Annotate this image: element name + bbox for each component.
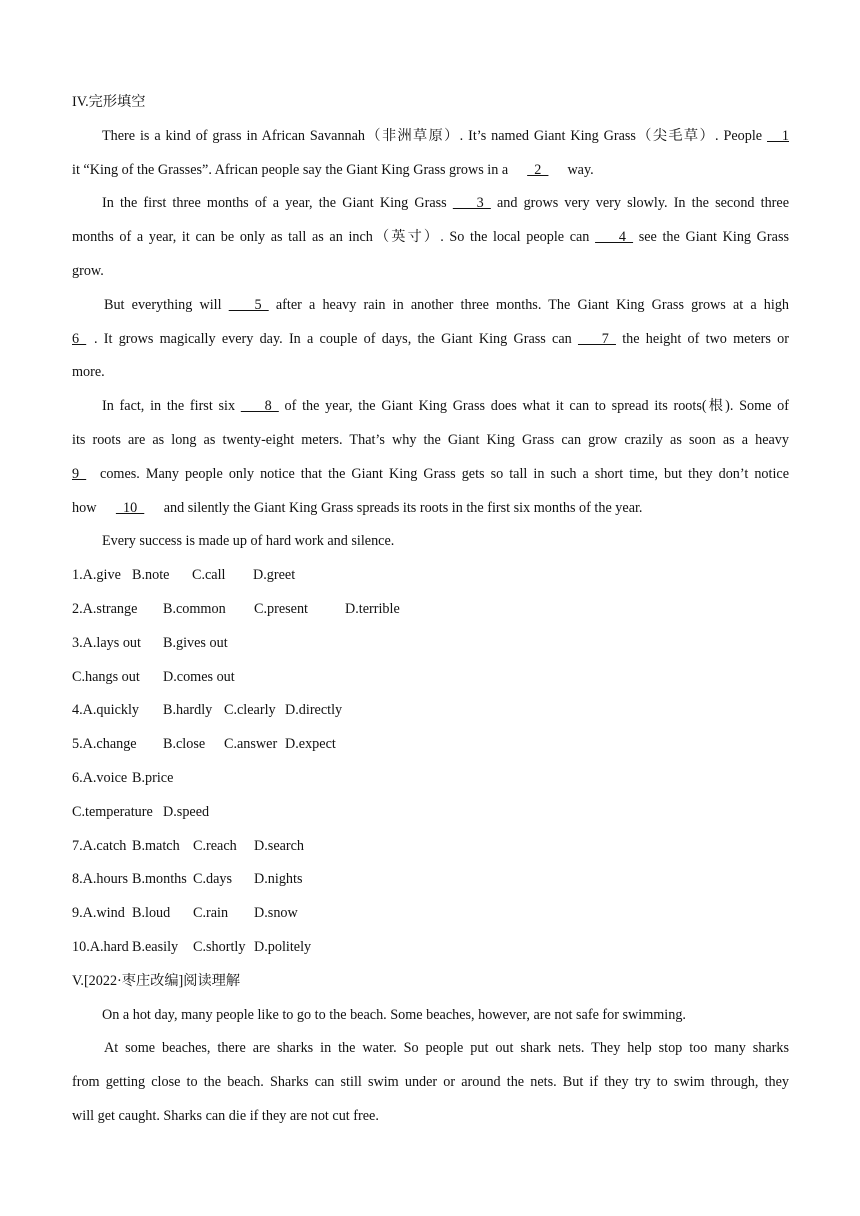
reading-paragraph-2-line-3: will get caught. Sharks can die if they are not cut free. (72, 1107, 379, 1124)
blank-10: 10 (115, 499, 145, 516)
options-q2: 2.A.strange B.common C.present D.terrible (72, 600, 400, 617)
options-q5: 5.A.change B.close C.answer D.expect (72, 736, 336, 753)
options-q4: 4.A.quickly B.hardly C.clearly D.directly (72, 702, 343, 719)
options-q6-line-1: 6.A.voice B.price (72, 769, 174, 786)
reading-paragraph-2-line-1: At some beaches, there are sharks in the water. So people put out shark nets. They help stop too many sharks (104, 1040, 789, 1057)
blank-8: 8 (240, 398, 279, 415)
blank-4: 4 (595, 229, 634, 246)
cloze-paragraph-4-line-2: its roots are as long as twenty-eight meters. That’s why the Giant King Grass can grow crazily as soon as a heavy (72, 431, 789, 448)
cloze-paragraph-2-line-1: In the first three months of a year, the Giant King Grass 3 and grows very very slowly. In the second three (72, 187, 789, 221)
options-q3-line-2: C.hangs out D.comes out (72, 668, 235, 685)
blank-3: 3 (452, 195, 491, 212)
section-heading-cloze: IV.完形填空 (72, 94, 146, 110)
options-q1: 1.A.give B.note C.call D.greet (72, 567, 296, 584)
cloze-paragraph-3-line-1: But everything will 5 after a heavy rain in another three months. The Giant King Grass grows at a high (72, 289, 789, 323)
cloze-paragraph-4-line-4: how 10 and silently the Giant King Grass spreads its roots in the first six months of the year. (72, 492, 789, 526)
document-page (72, 86, 789, 1134)
options-q6-line-2: C.temperature D.speed (72, 803, 210, 820)
cloze-paragraph-3-line-3: more. (72, 364, 105, 381)
cloze-paragraph-2-line-3: grow. (72, 262, 104, 279)
blank-2: 2 (527, 161, 549, 178)
cloze-paragraph-1-line-1: There is a kind of grass in African Savannah（非洲草原）. It’s named Giant King Grass（尖毛草）. People 1 (72, 120, 789, 154)
reading-paragraph-2-line-2: from getting close to the beach. Sharks can still swim under or around the nets. But if they try to swim through, they (72, 1074, 789, 1091)
cloze-paragraph-2-line-2: months of a year, it can be only as tall as an inch（英寸）. So the local people can 4 see the Giant King Grass (72, 221, 789, 255)
options-q10: 10.A.hard B.easily C.shortly D.politely (72, 938, 312, 955)
cloze-paragraph-5: Every success is made up of hard work and silence. (102, 533, 395, 550)
blank-5: 5 (228, 296, 269, 313)
blank-9: 9 (72, 465, 87, 482)
cloze-paragraph-3-line-2: 6 . It grows magically every day. In a couple of days, the Giant King Grass can 7 the height of two meters or (72, 323, 789, 357)
cloze-paragraph-4-line-3: 9 comes. Many people only notice that the Giant King Grass gets so tall in such a short time, but they don’t notice (72, 458, 789, 492)
options-q9: 9.A.wind B.loud C.rain D.snow (72, 905, 298, 922)
blank-6: 6 (72, 330, 87, 347)
cloze-paragraph-4-line-1: In fact, in the first six 8 of the year, the Giant King Grass does what it can to spread its roots(根). Some of (72, 390, 789, 424)
cloze-paragraph-1-line-2: it “King of the Grasses”. African people say the Giant King Grass grows in a 2 way. (72, 154, 789, 188)
options-q3-line-1: 3.A.lays out B.gives out (72, 634, 228, 651)
blank-7: 7 (577, 330, 616, 347)
section-heading-reading: V.[2022·枣庄改编]阅读理解 (72, 972, 241, 989)
options-q7: 7.A.catch B.match C.reach D.search (72, 837, 305, 854)
options-q8: 8.A.hours B.months C.days D.nights (72, 871, 303, 888)
blank-1: 1 (767, 127, 790, 144)
reading-paragraph-1: On a hot day, many people like to go to the beach. Some beaches, however, are not safe for swimming. (102, 1006, 686, 1023)
